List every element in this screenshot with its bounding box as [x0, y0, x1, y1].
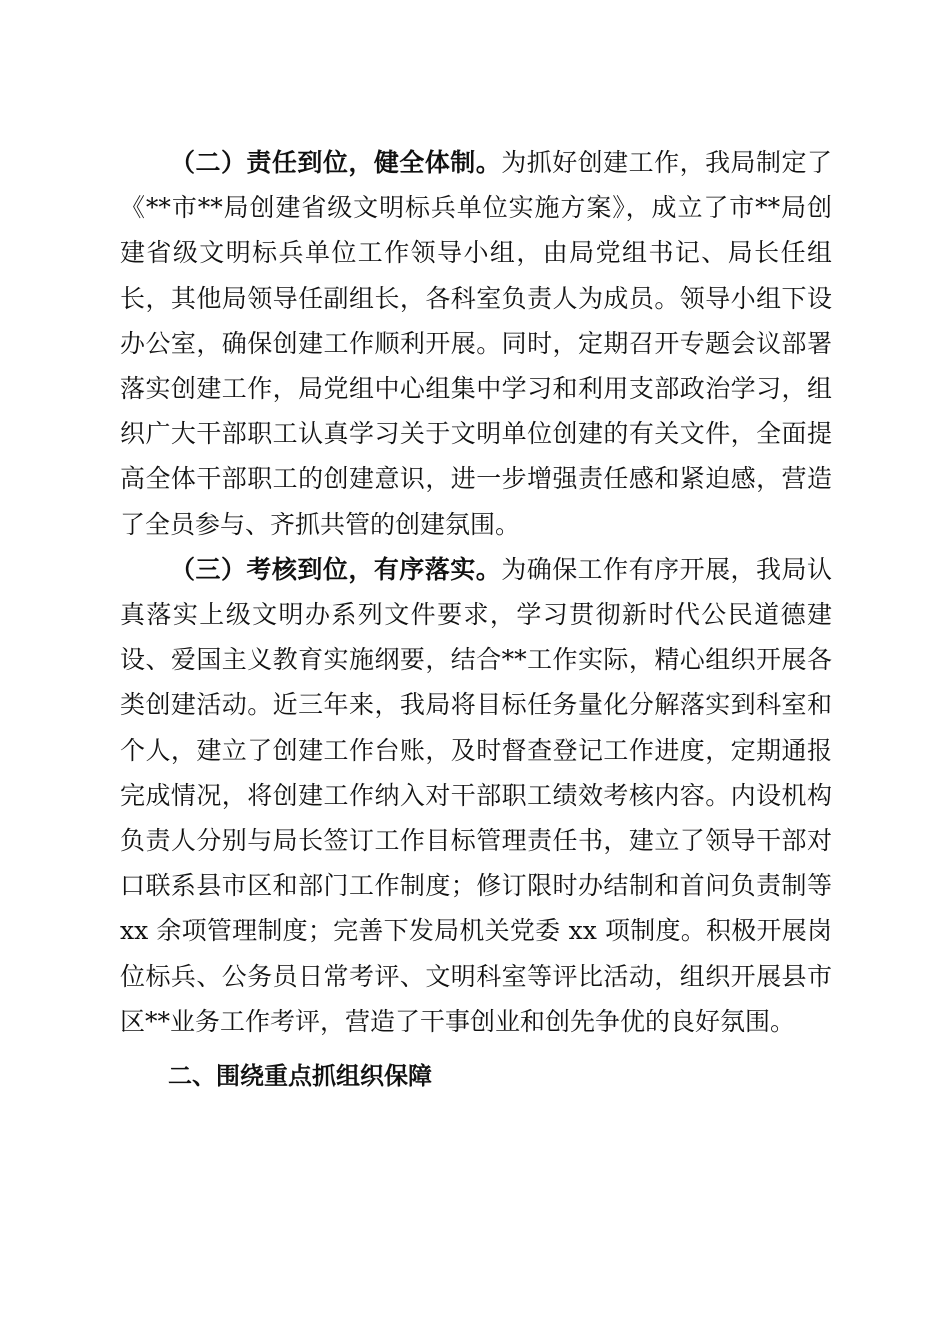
paragraph-lead: （二）责任到位，健全体制。: [170, 148, 502, 177]
paragraph-lead: （三）考核到位，有序落实。: [170, 554, 502, 584]
section-heading: 二、围绕重点抓组织保障: [168, 1062, 432, 1091]
paragraph-responsibility: [120, 140, 832, 547]
paragraph-assessment: [120, 547, 832, 1044]
paragraph-text: 为确保工作有序开展，我局认真落实上级文明办系列文件要求，学习贯彻新时代公民道德建设、爱国主义教育实施纲要，结合**工作实际，精心组织开展各类创建活动。近三年来，我局将目标任务量化分解落实到科室和个人，建立了创建工作台账，及时督查登记工作进度，定期通报完成情况，将创建工作纳入对干部职工绩效考核内容。内设机构负责人分别与局长签订工作目标管理责任书，建立了领导干部对口联系县市区和部门工作制度；修订限时办结制和首问负责制等 xx 余项管理制度；完善下发局机关党委 xx 项制度。积极开展岗位标兵、公务员日常考评、文明科室等评比活动，组织开展县市区**业务工作考评，营造了干事创业和创先争优的良好氛围。: [120, 554, 832, 1036]
document-body: [120, 140, 832, 1099]
paragraph-text: 为抓好创建工作，我局制定了《**市**局创建省级文明标兵单位实施方案》，成立了市**局创建省级文明标兵单位工作领导小组，由局党组书记、局长任组长，其他局领导任副组长，各科室负责人为成员。领导小组下设办公室，确保创建工作顺利开展。同时，定期召开专题会议部署落实创建工作，局党组中心组集中学习和利用支部政治学习，组织广大干部职工认真学习关于文明单位创建的有关文件，全面提高全体干部职工的创建意识，进一步增强责任感和紧迫感，营造了全员参与、齐抓共管的创建氛围。: [120, 148, 832, 539]
